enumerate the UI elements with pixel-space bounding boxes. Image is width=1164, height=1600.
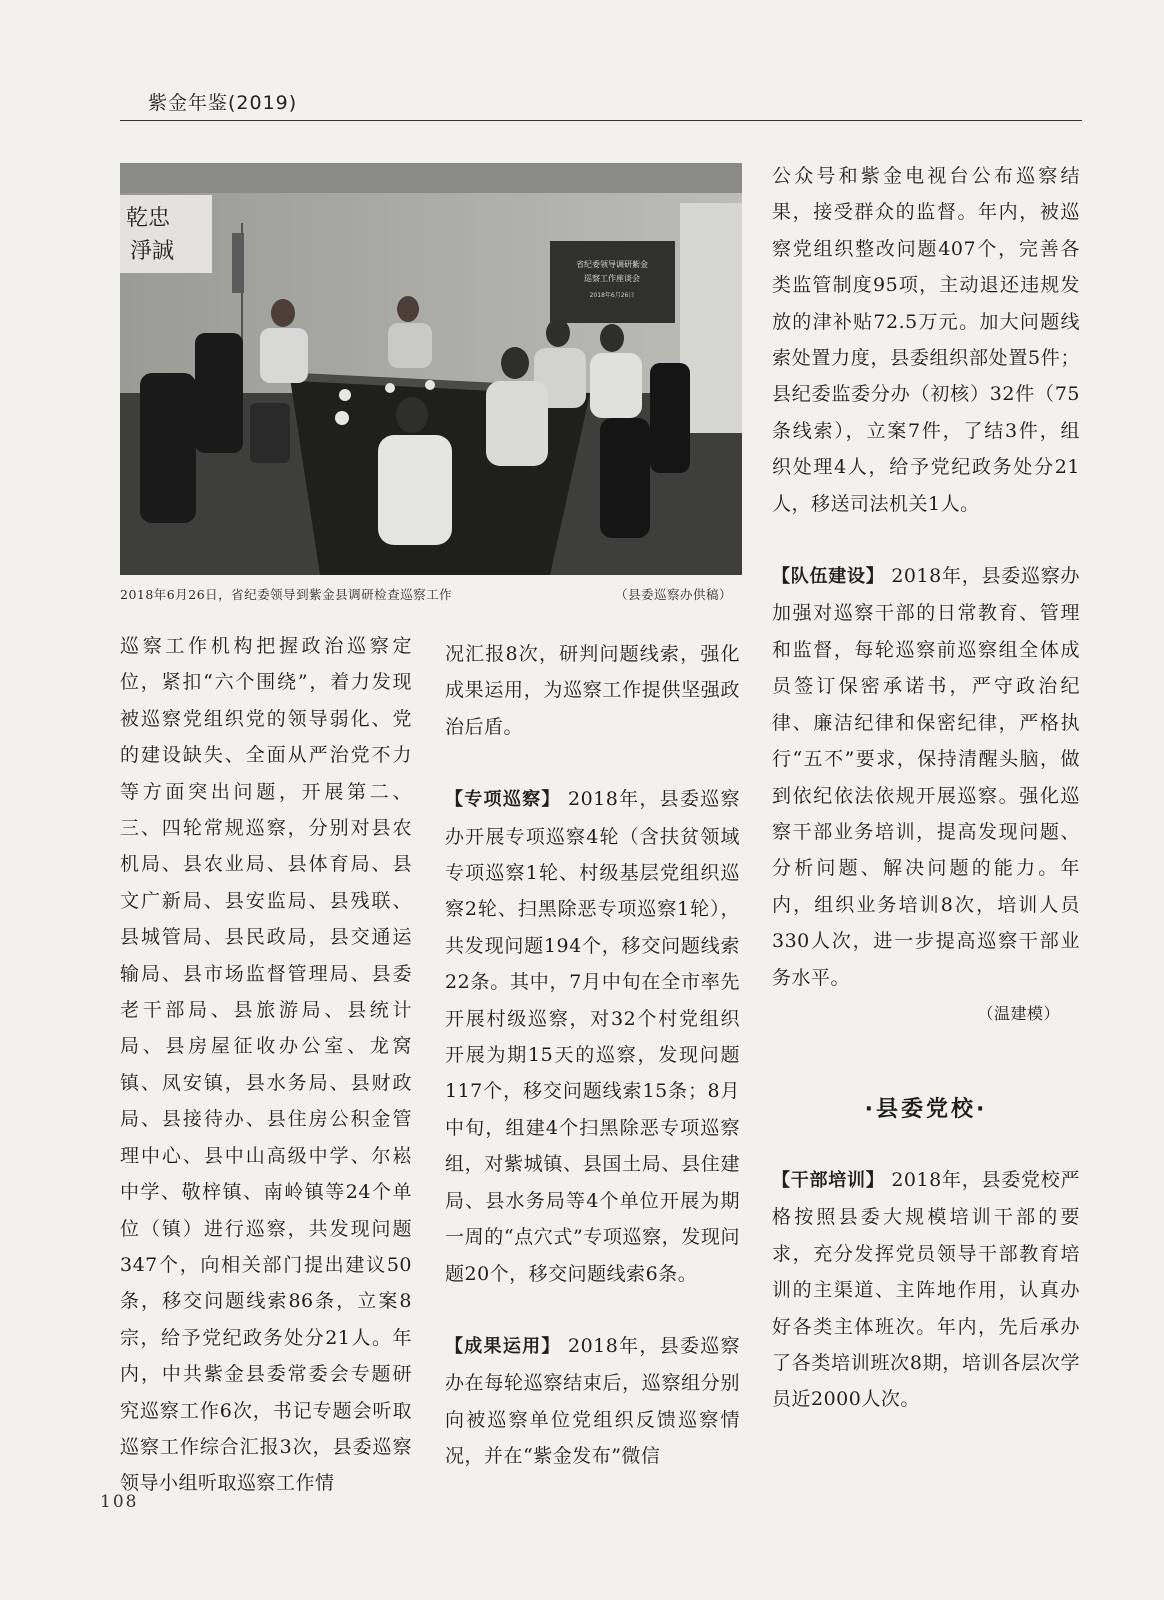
screen-line2: 巡察工作座谈会	[584, 274, 640, 283]
section-title-party-school: ·县委党校·	[864, 1097, 988, 1122]
column-1	[120, 628, 412, 1502]
column-3-lower	[772, 1162, 1080, 1418]
cadre-training-heading: 【干部培训】	[772, 1170, 885, 1191]
header-rule	[120, 120, 1082, 121]
page-number: 108	[100, 1492, 139, 1512]
screen-line1: 省纪委领导调研紫金	[576, 260, 648, 269]
team-building-text: 2018年，县委巡察办加强对巡察干部的日常教育、管理和监督，每轮巡察前巡察组全体成员签订保密承诺书，严守政治纪律、廉洁纪律和保密纪律，严格执行“五不”要求，保持清醒头脑，做到依纪依法依规开展巡察。强化巡察干部业务培训，提高发现问题、分析问题、解决问题的能力。年内，组织业务培训8次，培训人员330人次，进一步提高巡察干部业务水平。	[772, 565, 1080, 989]
caption-text: 2018年6月26日，省纪委领导到紫金县调研检查巡察工作	[120, 587, 453, 602]
col1-paragraph: 巡察工作机构把握政治巡察定位，紧扣“六个围绕”，着力发现被巡察党组织党的领导弱化、党的建设缺失、全面从严治党不力等方面突出问题，开展第二、三、四轮常规巡察，分别对县农机局、县农业局、县体育局、县文广新局、县安监局、县残联、县城管局、县民政局，县交通运输局、县市场监督管理局、县委老干部局、县旅游局、县统计局、县房屋征收办公室、龙窝镇、凤安镇，县水务局、县财政局、县接待办、县住房公积金管理中心、县中山高级中学、尔崧中学、敬梓镇、南岭镇等24个单位（镇）进行巡察，共发现问题347个，向相关部门提出建议50条，移交问题线索86条，立案8宗，给予党纪政务处分21人。年内，中共紫金县委常委会专题研究巡察工作6次，书记专题会听取巡察工作综合汇报3次，县委巡察领导小组听取巡察工作情	[120, 635, 412, 1495]
calligraphy-line2: 淨誠	[130, 239, 175, 264]
cadre-training-text: 2018年，县委党校严格按照县委大规模培训干部的要求，充分发挥党员领导干部教育培训的主渠道、主阵地作用，认真办好各类主体班次。年内，先后承办了各类培训班次8期，培训各层次学员近2000人次。	[772, 1169, 1080, 1411]
column-2	[445, 636, 740, 1475]
column-3	[772, 158, 1080, 1032]
team-building-paragraph	[772, 558, 1080, 996]
running-header-title: 紫金年鉴(2019)	[148, 92, 298, 114]
col3-paragraph-continued: 公众号和紫金电视台公布巡察结果，接受群众的监督。年内，被巡察党组织整改问题407个，完善各类监管制度95项，主动退还违规发放的津补贴72.5万元。加大问题线索处置力度，县委组织部处置5件；县纪委监委分办（初核）32件（75条线索），立案7件，了结3件，组织处理4人，给予党纪政务处分21人，移送司法机关1人。	[772, 165, 1080, 515]
special-inspection-paragraph	[445, 781, 740, 1292]
screen-line3: 2018年6月26日	[589, 292, 635, 299]
special-inspection-text: 2018年，县委巡察办开展专项巡察4轮（含扶贫领域专项巡察1轮、村级基层党组织巡察2轮、扫黑除恶专项巡察1轮），共发现问题194个，移交问题线索22条。其中，7月中旬在全市率先开展村级巡察，对32个村党组织开展为期15天的巡察，发现问题117个，移交问题线索15条；8月中旬，组建4个扫黑除恶专项巡察组，对紫城镇、县国土局、县住建局、县水务局等4个单位开展为期一周的“点穴式”专项巡察，发现问题20个，移交问题线索6条。	[445, 788, 741, 1285]
cadre-training-paragraph	[772, 1162, 1080, 1418]
results-application-heading: 【成果运用】	[445, 1335, 561, 1357]
meeting-photo	[120, 163, 742, 575]
results-application-paragraph	[445, 1328, 740, 1475]
author-credit: （温建模）	[977, 1003, 1060, 1023]
col2-paragraph-continued: 况汇报8次，研判问题线索，强化成果运用，为巡察工作提供坚强政治后盾。	[445, 643, 740, 738]
results-application-text: 2018年，县委巡察办在每轮巡察结束后，巡察组分别向被巡察单位党组织反馈巡察情况，并在“紫金发布”微信	[445, 1334, 741, 1468]
caption-source: （县委巡察办供稿）	[614, 587, 732, 602]
special-inspection-heading: 【专项巡察】	[445, 789, 561, 811]
photo-caption	[120, 585, 742, 603]
calligraphy-line1: 乾忠	[126, 206, 171, 231]
team-building-heading: 【队伍建设】	[772, 566, 885, 588]
meeting-photo-illustration	[120, 163, 742, 575]
